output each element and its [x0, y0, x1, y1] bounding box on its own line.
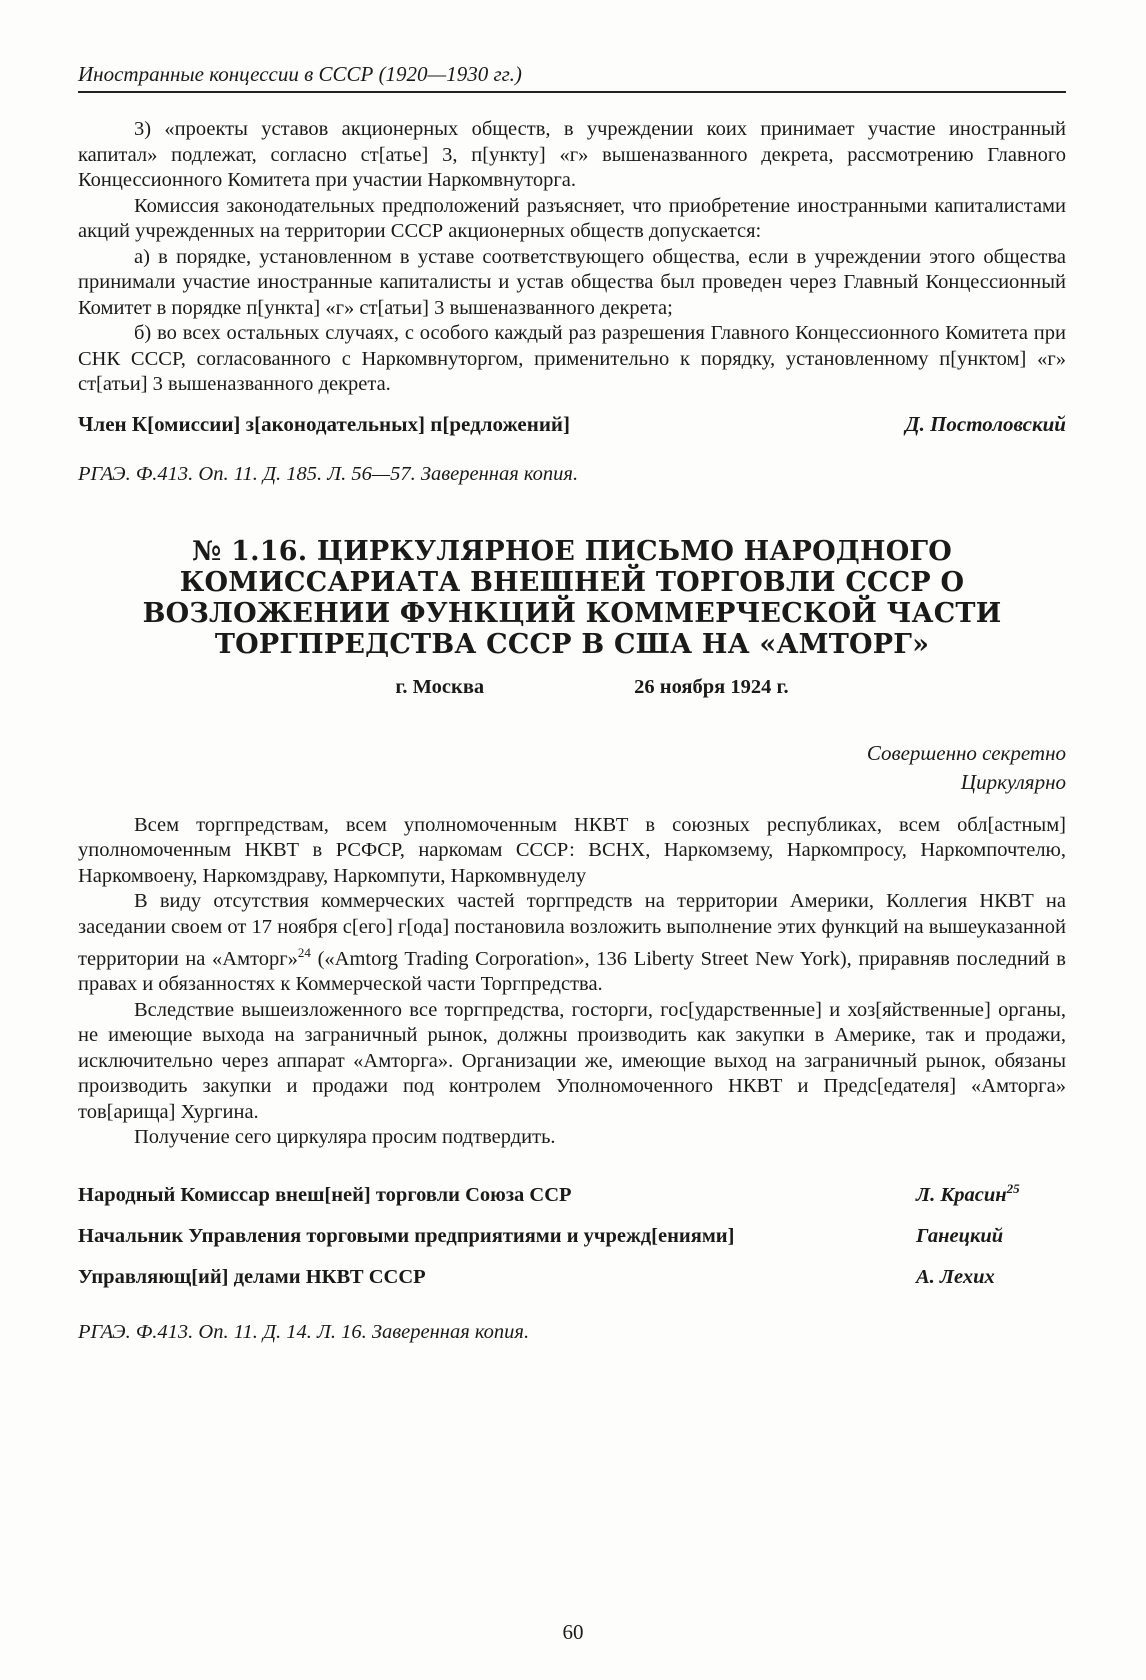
paragraph: Комиссия законодательных предположений разъясняет, что приобретение иностранными капиталистами акций учрежденных на территории СССР акционерных обществ допускается:: [78, 194, 1066, 242]
footnote-ref: 24: [297, 945, 311, 960]
distribution-label: Циркулярно: [960, 769, 1066, 794]
paragraph-text: («Amtorg Trading Corporation», 136 Liberty Street New York), приравняв последний в правах и обязанностях к Коммерческой части Торгпредства.: [78, 947, 1066, 996]
classification-stamp: [78, 739, 1066, 797]
signatory-title: Народный Комиссар внеш[ней] торговли Союза ССР: [78, 1183, 572, 1206]
document-place: г. Москва: [395, 675, 485, 698]
signatory-name: А. Лехих: [916, 1265, 995, 1288]
page-number: 60: [562, 1620, 584, 1644]
paragraph: б) во всех остальных случаях, с особого каждый раз разрешения Главного Концессионного Комитета при СНК СССР, согласованного с Наркомвнуторгом, применительно к порядку, установленному п[унктом] «г» ст[атьи] 3 вышеназванного декрета.: [78, 322, 1066, 395]
signature-row: [78, 1171, 1066, 1213]
document-title: № 1.16. ЦИРКУЛЯРНОЕ ПИСЬМО НАРОДНОГО КОМИССАРИАТА ВНЕШНЕЙ ТОРГОВЛИ СССР О ВОЗЛОЖЕНИИ ФУНКЦИЙ КОММЕРЧЕСКОЙ ЧАСТИ ТОРГПРЕДСТВА СССР В США НА «АМТОРГ»: [142, 535, 1002, 660]
paragraph: 3) «проекты уставов акционерных обществ, в учреждении коих принимает участие иностранный капитал» подлежат, согласно ст[атье] 3, п[ункту] «г» вышеназванного декрета, рассмотрению Главного Концессионного Комитета при участии Наркомвнуторга.: [78, 118, 1066, 191]
classification-label: Совершенно секретно: [866, 740, 1066, 765]
signatory-name: Д. Постоловский: [905, 411, 1066, 436]
previous-document: [78, 117, 1066, 486]
signature-row: [78, 1219, 1066, 1254]
document-page: [78, 62, 1066, 1344]
paragraph: Вследствие вышеизложенного все торгпредства, госторги, гос[ударственные] и хоз[яйственные] органы, не имеющие выхода на заграничный рынок, должны производить как закупки в Америке, так и продажи, исключительно через аппарат «Амторга». Организации же, имеющие выход на заграничный рынок, обязаны производить закупки и продажи под контролем Уполномоченного НКВТ и Предс[едателя] «Амторга» тов[арища] Хургина.: [78, 998, 1066, 1123]
footnote-ref: 25: [1006, 1180, 1020, 1196]
paragraph: [78, 889, 1066, 998]
place-date-line: [78, 676, 1066, 699]
signatures-list: [78, 1171, 1066, 1295]
signatory-title: Начальник Управления торговыми предприятиями и учрежд[ениями]: [78, 1224, 735, 1247]
paragraph: Получение сего циркуляра просим подтвердить.: [134, 1126, 556, 1149]
paragraph-text: В виду отсутствия коммерческих частей торгпредств на территории Америки, Коллегия НКВТ на заседании своем от 17 ноября с[его] г[ода] постановила возложить выполнение этих функций на вышеуказанной территории на «Амторг»: [78, 890, 1066, 970]
paragraph: Всем торгпредствам, всем уполномоченным НКВТ в союзных республиках, всем обл[астным] уполномоченным НКВТ в РСФСР, наркомам СССР: ВСНХ, Наркомзему, Наркомпросу, Наркомпочтелю, Наркомвоену, Наркомздраву, Наркомпути, Наркомвнуделу: [78, 813, 1066, 887]
signatory-name: [916, 1171, 1066, 1213]
signature-row: [78, 1260, 1066, 1295]
signature-block: [78, 412, 1066, 437]
archival-source: РГАЭ. Ф.413. Оп. 11. Д. 185. Л. 56—57. Заверенная копия.: [78, 462, 579, 485]
running-header: Иностранные концессии в СССР (1920—1930 гг.): [78, 62, 1066, 93]
signatory-name-text: Л. Красин: [916, 1183, 1007, 1206]
document-date: 26 ноября 1924 г.: [634, 675, 789, 698]
paragraph: а) в порядке, установленном в уставе соответствующего общества, если в учреждении этого общества принимали участие иностранные капиталисты и устав общества был проведен через Главный Концессионный Комитет в порядке п[ункта] «г» ст[атьи] 3 вышеназванного декрета;: [78, 245, 1066, 319]
signatory-title: Управляющ[ий] делами НКВТ СССР: [78, 1265, 426, 1288]
archival-source: РГАЭ. Ф.413. Оп. 11. Д. 14. Л. 16. Заверенная копия.: [78, 1320, 530, 1343]
signatory-name: Ганецкий: [916, 1224, 1004, 1247]
current-document: [78, 536, 1066, 1344]
signatory-title: Член К[омиссии] з[аконодательных] п[редложений]: [78, 411, 571, 436]
